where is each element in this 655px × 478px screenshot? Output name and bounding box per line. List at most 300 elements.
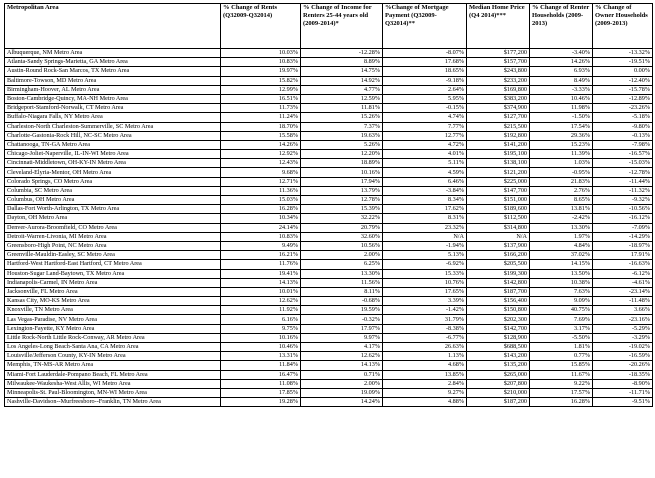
mortgage-change-cell[interactable]: 8.31% [383, 214, 467, 223]
rents-change-cell[interactable]: 10.03% [221, 49, 301, 58]
home-price-cell[interactable]: $210,000 [467, 388, 530, 397]
area-cell[interactable]: Miami-Fort Lauderdale-Pompano Beach, FL Metro Area [5, 370, 221, 379]
income-change-cell[interactable]: 13.79% [301, 186, 383, 195]
owner-change-cell[interactable]: -11.71% [593, 388, 653, 397]
home-price-cell[interactable]: $199,300 [467, 269, 530, 278]
header-change-of-income[interactable]: % Change of Income for Renters 25-44 years old (2009-2014)* [301, 4, 383, 49]
income-change-cell[interactable]: 20.79% [301, 223, 383, 232]
renter-change-cell[interactable]: 17.54% [530, 122, 593, 131]
renter-change-cell[interactable]: 6.93% [530, 67, 593, 76]
data-table [4, 3, 653, 407]
owner-change-cell[interactable]: -18.35% [593, 370, 653, 379]
home-price-cell[interactable]: $314,800 [467, 223, 530, 232]
area-cell[interactable]: Austin-Round Rock-San Marcos, TX Metro Area [5, 67, 221, 76]
rents-change-cell[interactable]: 16.28% [221, 205, 301, 214]
area-cell[interactable]: Colorado Springs, CO Metro Area [5, 177, 221, 186]
renter-change-cell[interactable]: 10.46% [530, 94, 593, 103]
renter-change-cell[interactable]: 10.38% [530, 278, 593, 287]
income-change-cell[interactable]: -12.28% [301, 49, 383, 58]
renter-change-cell[interactable]: -0.95% [530, 168, 593, 177]
owner-change-cell[interactable]: -20.26% [593, 361, 653, 370]
table-row [5, 232, 653, 241]
header-change-of-rents[interactable]: % Change of Rents (Q32009-Q32014) [221, 4, 301, 49]
home-price-cell[interactable]: $374,900 [467, 104, 530, 113]
home-price-cell[interactable]: $142,700 [467, 324, 530, 333]
rents-change-cell[interactable]: 18.70% [221, 122, 301, 131]
owner-change-cell[interactable]: -15.03% [593, 159, 653, 168]
income-change-cell[interactable]: 32.60% [301, 232, 383, 241]
home-price-cell[interactable]: $207,800 [467, 379, 530, 388]
rents-change-cell[interactable]: 10.83% [221, 232, 301, 241]
renter-change-cell[interactable]: 8.49% [530, 76, 593, 85]
area-cell[interactable]: Kansas City, MO-KS Metro Area [5, 297, 221, 306]
table-row [5, 122, 653, 131]
renter-change-cell[interactable]: 1.03% [530, 159, 593, 168]
owner-change-cell[interactable]: -10.56% [593, 205, 653, 214]
owner-change-cell[interactable]: -18.97% [593, 241, 653, 250]
renter-change-cell[interactable]: 21.83% [530, 177, 593, 186]
renter-change-cell[interactable]: 11.39% [530, 150, 593, 159]
table-row [5, 306, 653, 315]
owner-change-cell[interactable]: -14.29% [593, 232, 653, 241]
mortgage-change-cell[interactable]: 6.46% [383, 177, 467, 186]
renter-change-cell[interactable]: 8.65% [530, 196, 593, 205]
mortgage-change-cell[interactable]: -8.38% [383, 324, 467, 333]
income-change-cell[interactable]: 14.75% [301, 67, 383, 76]
header-change-owner-households[interactable]: % Change of Owner Households (2009-2013) [593, 4, 653, 49]
income-change-cell[interactable]: 12.78% [301, 196, 383, 205]
rents-change-cell[interactable]: 16.51% [221, 94, 301, 103]
home-price-cell[interactable]: $138,100 [467, 159, 530, 168]
owner-change-cell[interactable]: 17.91% [593, 251, 653, 260]
home-price-cell[interactable]: $265,000 [467, 370, 530, 379]
mortgage-change-cell[interactable]: 3.39% [383, 297, 467, 306]
home-price-cell[interactable]: $143,200 [467, 352, 530, 361]
rents-change-cell[interactable]: 15.82% [221, 76, 301, 85]
area-cell[interactable]: Knoxville, TN Metro Area [5, 306, 221, 315]
rents-change-cell[interactable]: 10.46% [221, 343, 301, 352]
rents-change-cell[interactable]: 12.92% [221, 150, 301, 159]
area-cell[interactable]: Detroit-Warren-Livonia, MI Metro Area [5, 232, 221, 241]
header-metropolitan-area[interactable]: Metropolitan Area [5, 4, 221, 49]
income-change-cell[interactable]: 10.56% [301, 241, 383, 250]
rents-change-cell[interactable]: 12.99% [221, 85, 301, 94]
owner-change-cell[interactable]: -9.32% [593, 196, 653, 205]
table-row [5, 177, 653, 186]
rents-change-cell[interactable]: 12.43% [221, 159, 301, 168]
mortgage-change-cell[interactable]: 15.33% [383, 269, 467, 278]
income-change-cell[interactable]: 12.62% [301, 352, 383, 361]
home-price-cell[interactable]: $135,200 [467, 361, 530, 370]
table-body [5, 49, 653, 407]
renter-change-cell[interactable]: 17.57% [530, 388, 593, 397]
rents-change-cell[interactable]: 16.21% [221, 251, 301, 260]
income-change-cell[interactable]: 11.56% [301, 278, 383, 287]
income-change-cell[interactable]: 8.11% [301, 287, 383, 296]
home-price-cell[interactable]: $187,200 [467, 398, 530, 407]
area-cell[interactable]: Baltimore-Towson, MD Metro Area [5, 76, 221, 85]
mortgage-change-cell[interactable]: -9.18% [383, 76, 467, 85]
income-change-cell[interactable]: 5.26% [301, 140, 383, 149]
mortgage-change-cell[interactable]: 4.74% [383, 113, 467, 122]
income-change-cell[interactable]: 14.13% [301, 361, 383, 370]
area-cell[interactable]: Atlanta-Sandy Springs-Marietta, GA Metro Area [5, 58, 221, 67]
rents-change-cell[interactable]: 9.75% [221, 324, 301, 333]
rents-change-cell[interactable]: 9.68% [221, 168, 301, 177]
rents-change-cell[interactable]: 19.41% [221, 269, 301, 278]
owner-change-cell[interactable]: -19.02% [593, 343, 653, 352]
home-price-cell[interactable]: $202,300 [467, 315, 530, 324]
owner-change-cell[interactable]: -5.29% [593, 324, 653, 333]
home-price-cell[interactable]: $187,700 [467, 287, 530, 296]
rents-change-cell[interactable]: 9.49% [221, 241, 301, 250]
home-price-cell[interactable]: $121,200 [467, 168, 530, 177]
area-cell[interactable]: Lexington-Fayette, KY Metro Area [5, 324, 221, 333]
area-cell[interactable]: Cleveland-Elyria-Mentor, OH Metro Area [5, 168, 221, 177]
table-row [5, 150, 653, 159]
income-change-cell[interactable]: 19.09% [301, 388, 383, 397]
renter-change-cell[interactable]: -3.40% [530, 49, 593, 58]
owner-change-cell[interactable]: -23.26% [593, 104, 653, 113]
table-row [5, 379, 653, 388]
mortgage-change-cell[interactable]: 1.13% [383, 352, 467, 361]
rents-change-cell[interactable]: 11.92% [221, 306, 301, 315]
renter-change-cell[interactable]: 11.67% [530, 370, 593, 379]
owner-change-cell[interactable]: -12.89% [593, 94, 653, 103]
area-cell[interactable]: Buffalo-Niagara Falls, NY Metro Area [5, 113, 221, 122]
home-price-cell[interactable]: $243,800 [467, 67, 530, 76]
table-row [5, 361, 653, 370]
rents-change-cell[interactable]: 14.26% [221, 140, 301, 149]
mortgage-change-cell[interactable]: 5.11% [383, 159, 467, 168]
income-change-cell[interactable]: -0.32% [301, 315, 383, 324]
income-change-cell[interactable]: 8.89% [301, 58, 383, 67]
table-row [5, 49, 653, 58]
rents-change-cell[interactable]: 11.24% [221, 113, 301, 122]
renter-change-cell[interactable]: 7.63% [530, 287, 593, 296]
area-cell[interactable]: Charlotte-Gastonia-Rock Hill, NC-SC Metro Area [5, 131, 221, 140]
area-cell[interactable]: Indianapolis-Carmel, IN Metro Area [5, 278, 221, 287]
rents-change-cell[interactable]: 10.83% [221, 58, 301, 67]
area-cell[interactable]: Bridgeport-Stamford-Norwalk, CT Metro Area [5, 104, 221, 113]
owner-change-cell[interactable]: -23.14% [593, 287, 653, 296]
income-change-cell[interactable]: 19.63% [301, 131, 383, 140]
area-cell[interactable]: Charleston-North Charleston-Summerville, SC Metro Area [5, 122, 221, 131]
renter-change-cell[interactable]: 7.69% [530, 315, 593, 324]
owner-change-cell[interactable]: -11.44% [593, 177, 653, 186]
table-row [5, 196, 653, 205]
income-change-cell[interactable]: 17.97% [301, 324, 383, 333]
owner-change-cell[interactable]: -7.09% [593, 223, 653, 232]
mortgage-change-cell[interactable]: 8.34% [383, 196, 467, 205]
home-price-cell[interactable]: $128,900 [467, 333, 530, 342]
owner-change-cell[interactable]: 3.66% [593, 306, 653, 315]
area-cell[interactable]: Minneapolis-St. Paul-Bloomington, MN-WI Metro Area [5, 388, 221, 397]
mortgage-change-cell[interactable]: -3.84% [383, 186, 467, 195]
income-change-cell[interactable]: 18.89% [301, 159, 383, 168]
renter-change-cell[interactable]: 16.28% [530, 398, 593, 407]
area-cell[interactable]: Chicago-Joliet-Naperville, IL-IN-WI Metro Area [5, 150, 221, 159]
owner-change-cell[interactable]: -23.16% [593, 315, 653, 324]
home-price-cell[interactable]: $147,700 [467, 186, 530, 195]
owner-change-cell[interactable]: -6.12% [593, 269, 653, 278]
income-change-cell[interactable]: -0.68% [301, 297, 383, 306]
mortgage-change-cell[interactable]: 17.65% [383, 287, 467, 296]
renter-change-cell[interactable]: 1.97% [530, 232, 593, 241]
income-change-cell[interactable]: 32.22% [301, 214, 383, 223]
rents-change-cell[interactable]: 17.85% [221, 388, 301, 397]
owner-change-cell[interactable]: -11.32% [593, 186, 653, 195]
home-price-cell[interactable]: $141,200 [467, 140, 530, 149]
renter-change-cell[interactable]: 14.26% [530, 58, 593, 67]
income-change-cell[interactable]: 11.81% [301, 104, 383, 113]
rents-change-cell[interactable]: 19.97% [221, 67, 301, 76]
mortgage-change-cell[interactable]: 4.01% [383, 150, 467, 159]
mortgage-change-cell[interactable]: -0.15% [383, 104, 467, 113]
home-price-cell[interactable]: $233,200 [467, 76, 530, 85]
renter-change-cell[interactable]: 3.17% [530, 324, 593, 333]
owner-change-cell[interactable]: -4.61% [593, 278, 653, 287]
income-change-cell[interactable]: 12.20% [301, 150, 383, 159]
home-price-cell[interactable]: $205,500 [467, 260, 530, 269]
mortgage-change-cell[interactable]: 12.77% [383, 131, 467, 140]
renter-change-cell[interactable]: 13.50% [530, 269, 593, 278]
mortgage-change-cell[interactable]: 9.27% [383, 388, 467, 397]
income-change-cell[interactable]: 14.24% [301, 398, 383, 407]
mortgage-change-cell[interactable]: 31.79% [383, 315, 467, 324]
home-price-cell[interactable]: $192,800 [467, 131, 530, 140]
owner-change-cell[interactable]: -0.13% [593, 131, 653, 140]
area-cell[interactable]: Las Vegas-Paradise, NV Metro Area [5, 315, 221, 324]
renter-change-cell[interactable]: 13.30% [530, 223, 593, 232]
mortgage-change-cell[interactable]: 4.68% [383, 361, 467, 370]
home-price-cell[interactable]: $157,700 [467, 58, 530, 67]
home-price-cell[interactable]: $383,200 [467, 94, 530, 103]
owner-change-cell[interactable]: -12.78% [593, 168, 653, 177]
area-cell[interactable]: Greensboro-High Point, NC Metro Area [5, 241, 221, 250]
income-change-cell[interactable]: 4.77% [301, 85, 383, 94]
renter-change-cell[interactable]: 1.81% [530, 343, 593, 352]
home-price-cell[interactable]: $150,800 [467, 306, 530, 315]
renter-change-cell[interactable]: 37.02% [530, 251, 593, 260]
renter-change-cell[interactable]: 15.23% [530, 140, 593, 149]
area-cell[interactable]: Boston-Cambridge-Quincy, MA-NH Metro Area [5, 94, 221, 103]
owner-change-cell[interactable]: -9.80% [593, 122, 653, 131]
income-change-cell[interactable]: 4.17% [301, 343, 383, 352]
income-change-cell[interactable]: 10.16% [301, 168, 383, 177]
home-price-cell[interactable]: $151,000 [467, 196, 530, 205]
renter-change-cell[interactable]: 9.09% [530, 297, 593, 306]
income-change-cell[interactable]: 15.26% [301, 113, 383, 122]
renter-change-cell[interactable]: -3.33% [530, 85, 593, 94]
income-change-cell[interactable]: 17.94% [301, 177, 383, 186]
renter-change-cell[interactable]: 0.77% [530, 352, 593, 361]
area-cell[interactable]: Columbia, SC Metro Area [5, 186, 221, 195]
rents-change-cell[interactable]: 10.34% [221, 214, 301, 223]
rents-change-cell[interactable]: 12.71% [221, 177, 301, 186]
mortgage-change-cell[interactable]: -1.94% [383, 241, 467, 250]
owner-change-cell[interactable]: -13.32% [593, 49, 653, 58]
header-row [5, 4, 653, 49]
mortgage-change-cell[interactable]: 5.95% [383, 94, 467, 103]
owner-change-cell[interactable]: -5.18% [593, 113, 653, 122]
income-change-cell[interactable]: 6.25% [301, 260, 383, 269]
mortgage-change-cell[interactable]: -8.07% [383, 49, 467, 58]
area-cell[interactable]: Memphis, TN-MS-AR Metro Area [5, 361, 221, 370]
rents-change-cell[interactable]: 6.16% [221, 315, 301, 324]
owner-change-cell[interactable]: -9.51% [593, 398, 653, 407]
area-cell[interactable]: Houston-Sugar Land-Baytown, TX Metro Area [5, 269, 221, 278]
table-row [5, 76, 653, 85]
rents-change-cell[interactable]: 10.16% [221, 333, 301, 342]
rents-change-cell[interactable]: 12.62% [221, 297, 301, 306]
area-cell[interactable]: Denver-Aurora-Broomfield, CO Metro Area [5, 223, 221, 232]
income-change-cell[interactable]: 2.00% [301, 379, 383, 388]
area-cell[interactable]: Little Rock-North Little Rock-Conway, AR Metro Area [5, 333, 221, 342]
owner-change-cell[interactable]: -11.48% [593, 297, 653, 306]
mortgage-change-cell[interactable]: 23.32% [383, 223, 467, 232]
renter-change-cell[interactable]: 9.22% [530, 379, 593, 388]
home-price-cell[interactable]: $169,800 [467, 85, 530, 94]
rents-change-cell[interactable]: 11.36% [221, 186, 301, 195]
renter-change-cell[interactable]: 15.85% [530, 361, 593, 370]
renter-change-cell[interactable]: 4.84% [530, 241, 593, 250]
home-price-cell[interactable]: $112,500 [467, 214, 530, 223]
home-price-cell[interactable]: $177,200 [467, 49, 530, 58]
area-cell[interactable]: Louisville/Jefferson County, KY-IN Metro Area [5, 352, 221, 361]
mortgage-change-cell[interactable]: -1.42% [383, 306, 467, 315]
mortgage-change-cell[interactable]: 18.65% [383, 67, 467, 76]
home-price-cell[interactable]: $156,400 [467, 297, 530, 306]
mortgage-change-cell[interactable]: 26.63% [383, 343, 467, 352]
renter-change-cell[interactable]: 13.81% [530, 205, 593, 214]
rents-change-cell[interactable]: 11.84% [221, 361, 301, 370]
rents-change-cell[interactable]: 19.28% [221, 398, 301, 407]
income-change-cell[interactable]: 19.59% [301, 306, 383, 315]
mortgage-change-cell[interactable]: 4.88% [383, 398, 467, 407]
area-cell[interactable]: Milwaukee-Waukesha-West Allis, WI Metro Area [5, 379, 221, 388]
owner-change-cell[interactable]: -16.12% [593, 214, 653, 223]
mortgage-change-cell[interactable]: 5.13% [383, 251, 467, 260]
income-change-cell[interactable]: 13.30% [301, 269, 383, 278]
mortgage-change-cell[interactable]: -6.77% [383, 333, 467, 342]
mortgage-change-cell[interactable]: 13.85% [383, 370, 467, 379]
rents-change-cell[interactable]: 15.58% [221, 131, 301, 140]
renter-change-cell[interactable]: 14.15% [530, 260, 593, 269]
home-price-cell[interactable]: $225,000 [467, 177, 530, 186]
mortgage-change-cell[interactable]: 17.62% [383, 205, 467, 214]
income-change-cell[interactable]: 15.39% [301, 205, 383, 214]
table-row [5, 287, 653, 296]
area-cell[interactable]: Los Angeles-Long Beach-Santa Ana, CA Metro Area [5, 343, 221, 352]
area-cell[interactable]: Columbus, OH Metro Area [5, 196, 221, 205]
table-row [5, 159, 653, 168]
mortgage-change-cell[interactable]: 10.76% [383, 278, 467, 287]
income-change-cell[interactable]: 9.97% [301, 333, 383, 342]
table-row [5, 269, 653, 278]
owner-change-cell[interactable]: -19.51% [593, 58, 653, 67]
owner-change-cell[interactable]: -16.59% [593, 352, 653, 361]
home-price-cell[interactable]: N/A [467, 232, 530, 241]
renter-change-cell[interactable]: 40.75% [530, 306, 593, 315]
area-cell[interactable]: Greenville-Mauldin-Easley, SC Metro Area [5, 251, 221, 260]
rents-change-cell[interactable]: 13.31% [221, 352, 301, 361]
area-cell[interactable]: Albuquerque, NM Metro Area [5, 49, 221, 58]
income-change-cell[interactable]: 14.92% [301, 76, 383, 85]
table-row [5, 205, 653, 214]
mortgage-change-cell[interactable]: 2.64% [383, 85, 467, 94]
rents-change-cell[interactable]: 11.08% [221, 379, 301, 388]
renter-change-cell[interactable]: 2.76% [530, 186, 593, 195]
mortgage-change-cell[interactable]: 4.59% [383, 168, 467, 177]
home-price-cell[interactable]: $166,200 [467, 251, 530, 260]
rents-change-cell[interactable]: 10.01% [221, 287, 301, 296]
owner-change-cell[interactable]: 0.00% [593, 67, 653, 76]
owner-change-cell[interactable]: -12.40% [593, 76, 653, 85]
area-cell[interactable]: Dayton, OH Metro Area [5, 214, 221, 223]
mortgage-change-cell[interactable]: 7.77% [383, 122, 467, 131]
income-change-cell[interactable]: 7.37% [301, 122, 383, 131]
owner-change-cell[interactable]: -7.98% [593, 140, 653, 149]
header-median-home-price[interactable]: Median Home Price (Q4 2014)*** [467, 4, 530, 49]
header-change-of-mortgage[interactable]: %Change of Mortgage Payment (Q32009-Q32014)** [383, 4, 467, 49]
home-price-cell[interactable]: $127,700 [467, 113, 530, 122]
home-price-cell[interactable]: $215,500 [467, 122, 530, 131]
mortgage-change-cell[interactable]: 17.68% [383, 58, 467, 67]
table-row [5, 352, 653, 361]
renter-change-cell[interactable]: 29.36% [530, 131, 593, 140]
mortgage-change-cell[interactable]: 4.72% [383, 140, 467, 149]
income-change-cell[interactable]: 2.00% [301, 251, 383, 260]
area-cell[interactable]: Nashville-Davidson--Murfreesboro--Franklin, TN Metro Area [5, 398, 221, 407]
income-change-cell[interactable]: 12.59% [301, 94, 383, 103]
owner-change-cell[interactable]: -16.57% [593, 150, 653, 159]
table-row [5, 370, 653, 379]
area-cell[interactable]: Chattanooga, TN-GA Metro Area [5, 140, 221, 149]
renter-change-cell[interactable]: -1.50% [530, 113, 593, 122]
mortgage-change-cell[interactable]: N/A [383, 232, 467, 241]
area-cell[interactable]: Birmingham-Hoover, AL Metro Area [5, 85, 221, 94]
rents-change-cell[interactable]: 11.76% [221, 260, 301, 269]
home-price-cell[interactable]: $195,100 [467, 150, 530, 159]
area-cell[interactable]: Hartford-West Hartford-East Hartford, CT Metro Area [5, 260, 221, 269]
rents-change-cell[interactable]: 16.47% [221, 370, 301, 379]
rents-change-cell[interactable]: 24.14% [221, 223, 301, 232]
area-cell[interactable]: Dallas-Fort Worth-Arlington, TX Metro Area [5, 205, 221, 214]
income-change-cell[interactable]: 0.71% [301, 370, 383, 379]
mortgage-change-cell[interactable]: -6.92% [383, 260, 467, 269]
home-price-cell[interactable]: $142,800 [467, 278, 530, 287]
owner-change-cell[interactable]: -16.63% [593, 260, 653, 269]
mortgage-change-cell[interactable]: 2.84% [383, 379, 467, 388]
renter-change-cell[interactable]: -2.42% [530, 214, 593, 223]
owner-change-cell[interactable]: -8.90% [593, 379, 653, 388]
area-cell[interactable]: Jacksonville, FL Metro Area [5, 287, 221, 296]
home-price-cell[interactable]: $137,900 [467, 241, 530, 250]
area-cell[interactable]: Cincinnati-Middletown, OH-KY-IN Metro Area [5, 159, 221, 168]
header-change-renter-households[interactable]: % Change of Renter Households (2009-2013) [530, 4, 593, 49]
renter-change-cell[interactable]: 11.98% [530, 104, 593, 113]
home-price-cell[interactable]: $189,600 [467, 205, 530, 214]
rents-change-cell[interactable]: 11.73% [221, 104, 301, 113]
home-price-cell[interactable]: $688,500 [467, 343, 530, 352]
rents-change-cell[interactable]: 14.13% [221, 278, 301, 287]
renter-change-cell[interactable]: -5.50% [530, 333, 593, 342]
owner-change-cell[interactable]: -15.78% [593, 85, 653, 94]
table-row [5, 388, 653, 397]
rents-change-cell[interactable]: 15.03% [221, 196, 301, 205]
owner-change-cell[interactable]: -3.29% [593, 333, 653, 342]
